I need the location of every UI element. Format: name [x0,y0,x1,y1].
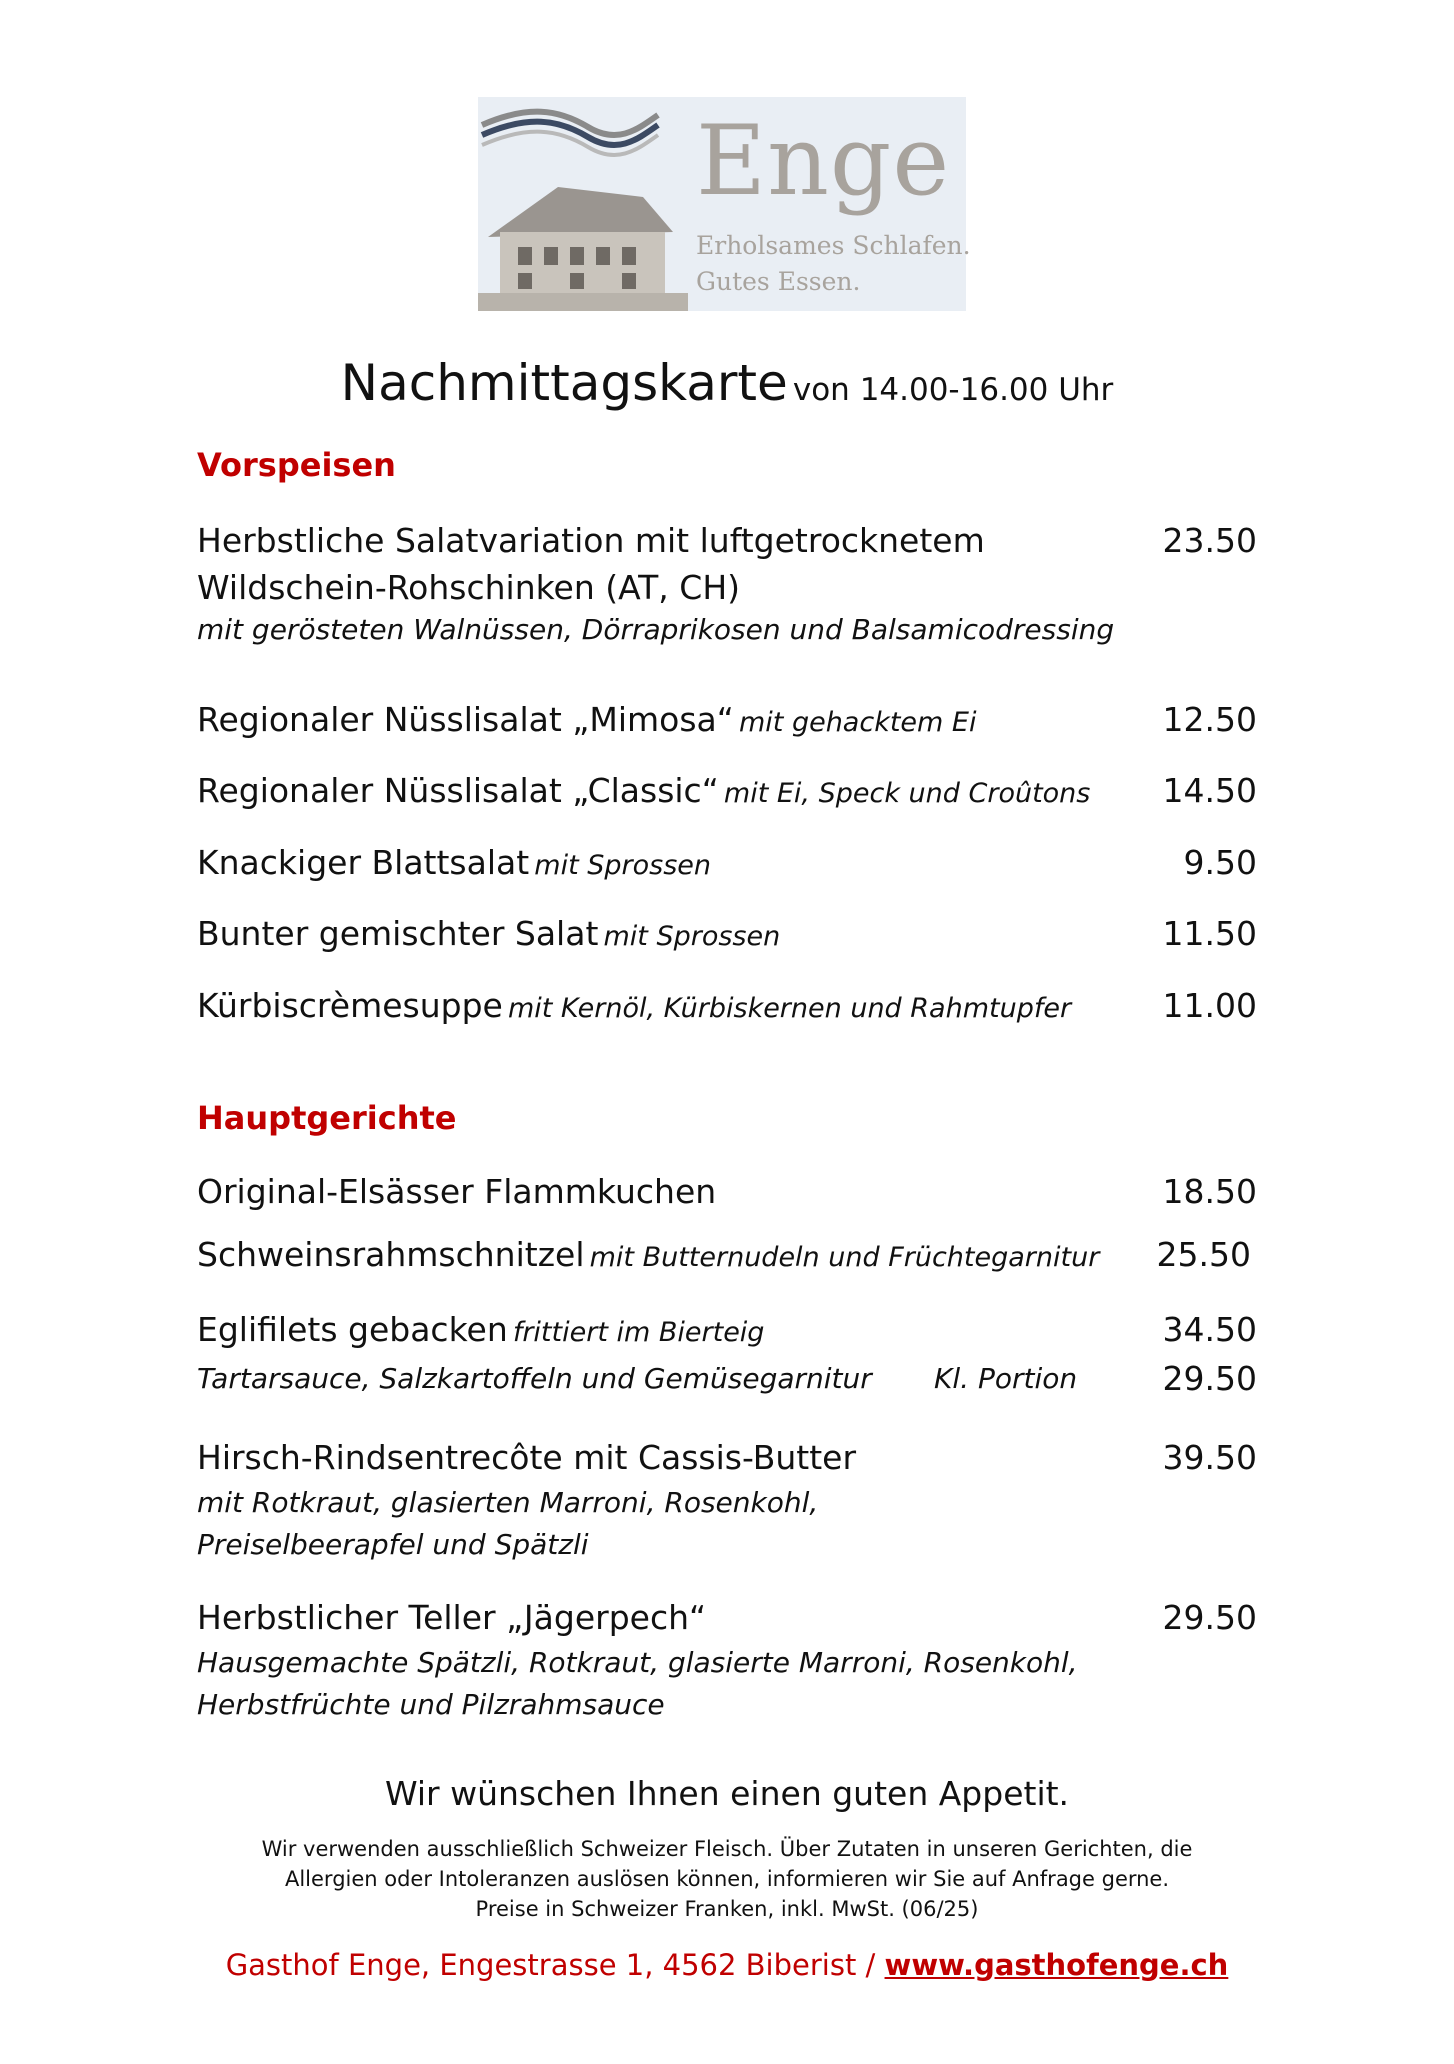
item-name: Herbstlicher Teller „Jägerpech“ [197,1598,707,1637]
footer-note-line-1: Wir verwenden ausschließlich Schweizer Fleisch. Über Zutaten in unseren Gerichten, die [261,1837,1193,1861]
section-title-hauptgerichte: Hauptgerichte [197,1099,457,1137]
menu-item [197,910,1257,964]
footer-note-line-2: Allergien oder Intoleranzen auslösen können, informieren wir Sie auf Anfrage gerne. [284,1867,1170,1891]
menu-item [197,1594,1257,1726]
item-description: mit Ei, Speck und Croûtons [723,778,1091,809]
item-description-line-2: Preiselbeerapfel und Spätzli [197,1528,589,1561]
menu-item [197,1306,1257,1406]
section-title-vorspeisen: Vorspeisen [197,446,396,484]
item-description: mit Butternudeln und Früchtegarnitur [589,1242,1100,1273]
logo-tagline-1: Erholsames Schlafen. [696,231,971,260]
logo-house-illustration [478,97,688,311]
item-name: Regionaler Nüsslisalat „Mimosa“ [197,700,734,739]
menu-hours: von 14.00-16.00 Uhr [792,372,1114,408]
item-price: 34.50 [1162,1310,1257,1349]
item-price: 23.50 [1162,521,1257,560]
item-name: Kürbiscrèmesuppe [197,986,503,1025]
item-description: mit gerösteten Walnüssen, Dörraprikosen und Balsamicodressing [197,613,1115,646]
item-price: 11.50 [1162,914,1257,953]
item-name: Eglifilets gebacken [197,1310,508,1349]
item-name: Regionaler Nüsslisalat „Classic“ [197,771,719,810]
portion-label: Kl. Portion [934,1362,1078,1395]
item-name: Knackiger Blattsalat [197,843,530,882]
address-line [0,1948,1454,1982]
address: Gasthof Enge, Engestrasse 1, 4562 Biberist / [225,1948,885,1982]
menu-title: Nachmittagskarte [340,354,788,412]
item-price: 11.00 [1162,986,1257,1025]
menu-item [197,1434,1257,1566]
item-name: Schweinsrahmschnitzel [197,1235,585,1274]
logo-tagline-2: Gutes Essen. [696,267,861,296]
item-price: 14.50 [1162,771,1257,810]
menu-heading [0,354,1454,412]
item-description: mit Kernöl, Kürbiskernen und Rahmtupfer [507,993,1072,1024]
item-description-line-2: Herbstfrüchte und Pilzrahmsauce [197,1688,665,1721]
closing-wish: Wir wünschen Ihnen einen guten Appetit. [384,1774,1070,1813]
menu-item [197,839,1257,893]
logo-title: Enge [696,105,951,217]
menu-item [197,982,1257,1036]
item-name: Original-Elsässer Flammkuchen [197,1172,717,1211]
item-description: mit gehacktem Ei [738,707,977,738]
item-price: 29.50 [1162,1598,1257,1637]
menu-item [197,517,1257,651]
menu-item [197,696,1257,750]
logo [478,97,971,311]
item-name-line-1: Herbstliche Salatvariation mit luftgetrocknetem [197,521,985,560]
item-price: 18.50 [1162,1172,1257,1211]
item-name: Bunter gemischter Salat [197,914,599,953]
item-price: 9.50 [1183,843,1257,882]
menu-item [197,1231,1257,1285]
item-description: frittiert im Bierteig [512,1317,765,1348]
item-description-line-1: Hausgemachte Spätzli, Rotkraut, glasierte Marroni, Rosenkohl, [197,1646,1078,1679]
item-price: 25.50 [1156,1235,1251,1274]
item-name: Hirsch-Rindsentrecôte mit Cassis-Butter [197,1438,857,1477]
item-price: 39.50 [1162,1438,1257,1477]
item-sides: Tartarsauce, Salzkartoffeln und Gemüsegarnitur [197,1362,872,1395]
menu-item [197,1168,1257,1222]
item-description: mit Sprossen [534,850,711,881]
item-description: mit Sprossen [603,921,781,952]
item-name-line-2: Wildschein-Rohschinken (AT, CH) [197,568,741,607]
menu-item [197,767,1257,821]
portion-price: 29.50 [1162,1359,1257,1398]
item-description-line-1: mit Rotkraut, glasierten Marroni, Rosenkohl, [197,1486,819,1519]
item-price: 12.50 [1162,700,1257,739]
website-link[interactable]: www.gasthofenge.ch [884,1948,1229,1982]
footer-note-line-3: Preise in Schweizer Franken, inkl. MwSt. (06/25) [475,1897,979,1921]
